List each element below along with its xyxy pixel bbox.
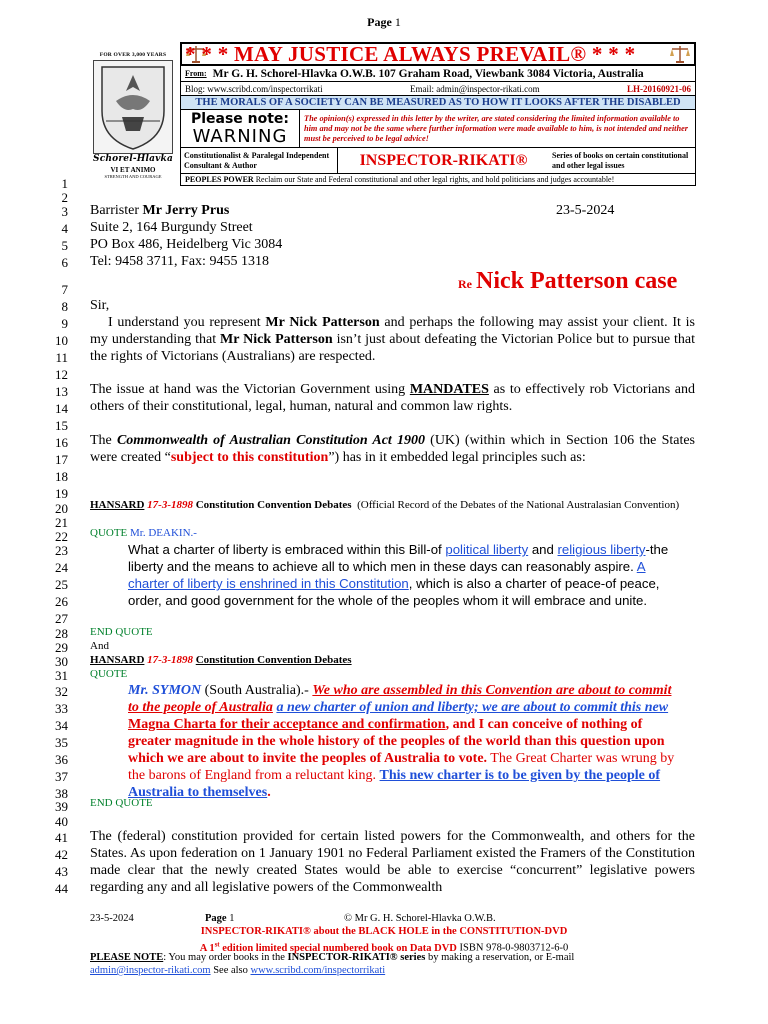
line-number: 21 xyxy=(55,515,68,530)
and-label: And xyxy=(90,640,109,652)
paragraph-4: The (federal) constitution provided for certain listed powers for the Commonwealth, and others for the States. As upon federation on 1 January 1901 no Federal Parliament existed the Framers of the Constitution made clear that the newly created States would be able to exercise “concurrent” legislative powers regarding any and all legislative powers of the Commonwealth xyxy=(90,829,695,895)
text: PLEASE NOTE xyxy=(90,952,164,963)
logo-sub: STRENGTH AND COURAGE xyxy=(104,174,162,179)
text: by making a reservation, or E-mail xyxy=(425,952,575,963)
constitutionalist-text: Constitutionalist & Paralegal Independent Consultant & Author xyxy=(181,148,338,173)
paragraph-3 xyxy=(90,432,695,466)
series-text: Series of books on certain constitutional and other legal issues xyxy=(552,150,689,170)
line-number: 34 xyxy=(55,718,68,733)
line-number: 22 xyxy=(55,529,68,544)
line-number: 15 xyxy=(55,418,68,433)
re-label: Re xyxy=(458,277,472,291)
letterhead-title-bar xyxy=(180,42,696,66)
text: QUOTE xyxy=(90,527,128,539)
addressee-name: Mr Jerry Prus xyxy=(142,203,230,218)
line-number: 10 xyxy=(55,333,68,348)
line-number: 6 xyxy=(61,255,68,270)
page-label: Page xyxy=(367,15,392,29)
client-name: Mr Nick Patterson xyxy=(220,332,333,347)
letterhead-contact xyxy=(180,82,696,96)
case-title: Nick Patterson case xyxy=(476,268,678,294)
text: 17-3-1898 xyxy=(147,654,193,666)
line-number: 35 xyxy=(55,735,68,750)
barrister-label: Barrister xyxy=(90,203,139,218)
text: 17-3-1898 xyxy=(147,499,193,511)
text: st xyxy=(214,940,220,948)
text: 23-5-2024 xyxy=(90,913,134,924)
quote-1-text xyxy=(128,541,680,609)
quote-1-label xyxy=(90,527,695,540)
logo-script: Schorel-Hlavka xyxy=(93,154,173,164)
line-number: 39 xyxy=(55,799,68,814)
text: This new charter is to be given by the people of Australia to themselves xyxy=(128,768,661,800)
footer-url-link[interactable]: www.scribd.com/inspectorrikati xyxy=(250,965,386,976)
peoples-power-text: Reclaim our State and Federal constitutional and other legal rights, and hold politicians and judges accountable! xyxy=(255,175,615,184)
text: . xyxy=(267,785,271,800)
blog-link[interactable]: Blog: www.scribd.com/inspectorrikati xyxy=(185,83,323,94)
quote-2-label: QUOTE xyxy=(90,668,128,680)
text: HANSARD xyxy=(90,499,145,511)
line-number: 33 xyxy=(55,701,68,716)
text: 1 xyxy=(229,913,235,924)
page-header xyxy=(0,15,768,30)
text: as to effectively rob Victorians and others of their constitutional, legal, human, natural and common law rights. xyxy=(90,382,695,414)
line-number: 41 xyxy=(55,830,68,845)
line-number: 13 xyxy=(55,384,68,399)
end-quote-2: END QUOTE xyxy=(90,797,153,809)
quote-2-text xyxy=(128,682,680,801)
text: What a charter of liberty is embraced within this Bill-of xyxy=(128,542,446,557)
line-number: 23 xyxy=(55,543,68,558)
text: , and I can conceive of nothing of greater magnitude in the whole history of the peoples of the world than this question upon which we are about to invite the peoples of Australia to vote. xyxy=(128,717,665,766)
line-number: 36 xyxy=(55,752,68,767)
line-number: 40 xyxy=(55,814,68,829)
text: Mr. SYMON xyxy=(128,683,202,698)
peoples-power-row xyxy=(180,174,696,186)
from-text: Mr G. H. Schorel-Hlavka O.W.B. 107 Graham Road, Viewbank 3084 Victoria, Australia xyxy=(212,67,644,80)
line-number: 42 xyxy=(55,847,68,862)
text: Page xyxy=(205,913,227,924)
political-liberty-link[interactable]: political liberty xyxy=(445,542,529,557)
address-line-1: Suite 2, 164 Burgundy Street xyxy=(90,220,253,235)
line-number: 28 xyxy=(55,626,68,641)
line-number: 24 xyxy=(55,560,68,575)
text: (Official Record of the Debates of the National Australasian Convention) xyxy=(357,499,680,511)
line-number: 2 xyxy=(61,190,68,205)
line-number: 4 xyxy=(61,221,68,236)
text: Constitution Convention Debates xyxy=(195,499,352,511)
text: A 1 xyxy=(199,942,215,954)
text: See also xyxy=(210,965,251,976)
salutation: Sir, xyxy=(90,298,110,313)
text: (South Australia).- xyxy=(201,683,313,698)
letterhead-from xyxy=(180,66,696,82)
letterhead-ref: LH-20160921-06 xyxy=(626,83,691,94)
text: Mr. DEAKIN.- xyxy=(130,527,197,539)
text: and xyxy=(528,542,558,557)
religious-liberty-link[interactable]: religious liberty xyxy=(557,542,646,557)
line-number: 12 xyxy=(55,367,68,382)
letterhead xyxy=(180,42,696,186)
text: isn’t just about defeating the Victorian Police but to pursue that the rights of Victorians (Australians) are respected. xyxy=(90,332,695,364)
line-number: 17 xyxy=(55,452,68,467)
line-number: 29 xyxy=(55,640,68,655)
page-number: 1 xyxy=(394,15,401,29)
line-number: 14 xyxy=(55,401,68,416)
text: I understand you represent xyxy=(108,315,266,330)
line-number: 9 xyxy=(61,316,68,331)
line-number: 27 xyxy=(55,611,68,626)
text: edition limited special numbered book on Data DVD xyxy=(219,942,457,954)
paragraph-1 xyxy=(90,314,695,365)
letter-date: 23-5-2024 xyxy=(556,203,615,218)
warning-row xyxy=(180,110,696,148)
text: : You may order books in the xyxy=(163,952,288,963)
line-number: 25 xyxy=(55,577,68,592)
constitution-act-title: Commonwealth of Australian Constitution Act 1900 xyxy=(116,433,425,448)
charter-link[interactable]: A charter of liberty is enshrined in this Constitution xyxy=(128,559,646,591)
warning-text: The opinion(s) expressed in this letter by the writer, are stated considering the limited information available to him and may not be the same where further information were made available to him, is not intended and neither must be perceived to be legal advice! xyxy=(304,113,688,143)
text: © Mr G. H. Schorel-Hlavka O.W.B. xyxy=(344,913,496,924)
line-number: 26 xyxy=(55,594,68,609)
line-number: 30 xyxy=(55,654,68,669)
letterhead-title: * * * MAY JUSTICE ALWAYS PREVAIL® * * * xyxy=(185,41,636,66)
line-number: 3 xyxy=(61,204,68,219)
text: The Great Charter was wrung by the barons of England from a reluctant king. xyxy=(128,751,675,783)
hansard-2-heading xyxy=(90,654,695,667)
subject-line xyxy=(458,268,677,295)
crest-logo xyxy=(90,52,176,187)
text: Magna Charta for their acceptance and confirmation xyxy=(128,717,446,732)
text: and perhaps the following may assist your client. It is my understanding that xyxy=(90,315,695,347)
line-number: 7 xyxy=(61,282,68,297)
scales-of-justice-icon xyxy=(669,44,691,64)
please-note-label: Please note: xyxy=(190,110,290,127)
crest-icon xyxy=(93,60,173,154)
text: ISBN 978-0-9803712-6-0 xyxy=(456,942,569,954)
text: The xyxy=(90,433,117,448)
footer-email-link[interactable]: admin@inspector-rikati.com xyxy=(90,965,211,976)
line-number: 44 xyxy=(55,881,68,896)
address-line-2: PO Box 486, Heidelberg Vic 3084 xyxy=(90,237,283,252)
line-number: 31 xyxy=(55,668,68,683)
morals-banner: THE MORALS OF A SOCIETY CAN BE MEASURED AS TO HOW IT LOOKS AFTER THE DISABLED xyxy=(180,96,696,110)
hansard-1-heading xyxy=(90,499,695,512)
logo-caption: FOR OVER 3,000 YEARS xyxy=(99,52,167,58)
text: Constitution Convention Debates xyxy=(195,654,352,666)
line-number: 19 xyxy=(55,486,68,501)
email-link[interactable]: Email: admin@inspector-rikati.com xyxy=(410,83,540,94)
logo-motto: VI ET ANIMO xyxy=(110,166,156,174)
line-number: 1 xyxy=(61,176,68,191)
addressee-name-line xyxy=(90,202,229,219)
peoples-power-label: PEOPLES POWER xyxy=(185,175,254,184)
subject-phrase: subject to this constitution xyxy=(170,450,329,465)
warning-label: WARNING xyxy=(192,125,288,147)
text: , which is also a charter of peace-of peace, order, and good government for the whole of the peoples whom it will embrace and unite. xyxy=(128,576,660,608)
line-number: 38 xyxy=(55,786,68,801)
brand-name: INSPECTOR-RIKATI® xyxy=(359,151,528,169)
from-label: From: xyxy=(185,69,207,78)
line-number: 18 xyxy=(55,469,68,484)
text: ”) has in it embedded legal principles such as: xyxy=(328,450,586,465)
footer-note xyxy=(90,951,700,964)
text: a new charter of union and liberty; we are about to commit this new xyxy=(276,700,669,715)
line-number: 8 xyxy=(61,299,68,314)
line-number: 16 xyxy=(55,435,68,450)
line-number: 5 xyxy=(61,238,68,253)
line-number: 32 xyxy=(55,684,68,699)
footer-links xyxy=(90,964,700,977)
text: INSPECTOR-RIKATI® series xyxy=(287,952,426,963)
text: The issue at hand was the Victorian Government using xyxy=(90,382,410,397)
end-quote-1: END QUOTE xyxy=(90,626,153,638)
line-number: 37 xyxy=(55,769,68,784)
series-row xyxy=(180,148,696,174)
text: (UK) (within which in Section 106 the States were created “ xyxy=(90,433,696,465)
client-name: Mr Nick Patterson xyxy=(265,315,380,330)
line-number: 11 xyxy=(55,350,68,365)
text: HANSARD xyxy=(90,654,145,666)
text: We who are assembled in this Convention are about to commit to the people of Australia xyxy=(128,683,672,715)
mandates-term: MANDATES xyxy=(409,382,489,397)
text: -the liberty and the means to achieve all to which men in these days can reasonably aspire. xyxy=(128,542,669,574)
footer-line-2: INSPECTOR-RIKATI® about the BLACK HOLE in the CONSTITUTION-DVD xyxy=(200,926,568,937)
line-number: 20 xyxy=(55,501,68,516)
line-number: 43 xyxy=(55,864,68,879)
paragraph-2 xyxy=(90,381,695,415)
telephone-line: Tel: 9458 3711, Fax: 9455 1318 xyxy=(90,254,269,269)
